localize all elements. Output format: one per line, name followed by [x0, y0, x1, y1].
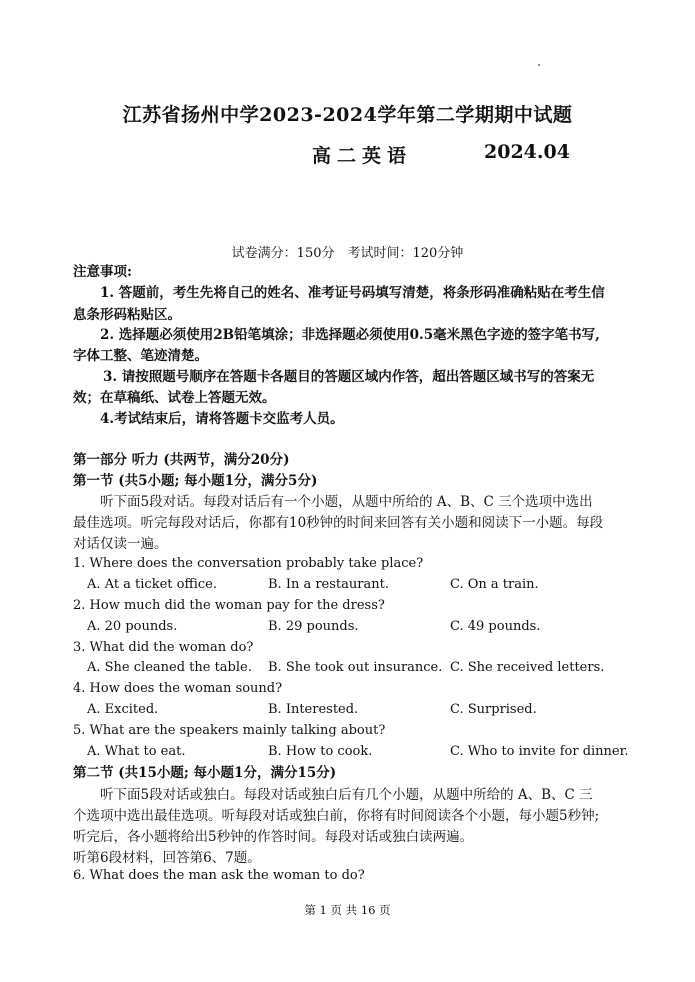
- speck: [538, 64, 540, 66]
- question-2-option-c: C. 49 pounds.: [450, 619, 541, 634]
- notice-item3-line1: 3. 请按照题号顺序在答题卡各题目的答题区域内作答，超出答题区域书写的答案无: [103, 369, 595, 385]
- question-1: 1. Where does the conversation probably take place?: [73, 556, 424, 571]
- question-2: 2. How much did the woman pay for the dress?: [73, 598, 385, 613]
- notice-item1-line1: 1. 答题前，考生先将自己的姓名、准考证号码填写清楚，将条形码准确粘贴在考生信: [100, 285, 605, 301]
- part1-heading: 第一部分 听力 (共两节，满分20分): [73, 452, 290, 468]
- question-3-option-c: C. She received letters.: [450, 660, 605, 675]
- section2-intro-line2: 个选项中选出最佳选项。听每段对话或独白前，你将有时间阅读各个小题，每小题5秒钟;: [73, 808, 600, 824]
- question-1-option-a: A. At a ticket office.: [87, 577, 217, 592]
- question-2-option-b: B. 29 pounds.: [268, 619, 359, 634]
- section2-intro-line1: 听下面5段对话或独白。每段对话或独白后有几个小题，从题中所给的 A、B、C 三: [100, 787, 593, 803]
- notice-item1-line2: 息条形码粘贴区。: [73, 307, 181, 323]
- question-3-option-a: A. She cleaned the table.: [87, 660, 252, 675]
- question-5-option-c: C. Who to invite for dinner.: [450, 744, 629, 759]
- notice-item2-line1: 2. 选择题必须使用2B铅笔填涂；非选择题必须使用0.5毫米黑色字迹的签字笔书写,: [100, 327, 600, 343]
- question-4-option-c: C. Surprised.: [450, 702, 537, 717]
- footer-middle: 页 共: [330, 903, 358, 917]
- exam-title: 江苏省扬州中学2023-2024学年第二学期期中试题: [122, 104, 573, 126]
- question-5: 5. What are the speakers mainly talking about?: [73, 723, 386, 738]
- section1-intro-line3: 对话仅读一遍。: [73, 536, 168, 552]
- question-1-option-c: C. On a train.: [450, 577, 539, 592]
- notice-item3-line2: 效；在草稿纸、试卷上答题无效。: [73, 390, 276, 406]
- exam-date: 2024.04: [484, 141, 570, 163]
- exam-info: 试卷满分：150分 考试时间：120分钟: [231, 246, 464, 261]
- question-3: 3. What did the woman do?: [73, 640, 254, 655]
- footer-prefix: 第: [304, 903, 316, 917]
- footer-suffix: 页: [379, 903, 391, 917]
- page-footer: [0, 902, 695, 918]
- question-5-option-b: B. How to cook.: [268, 744, 373, 759]
- section2-intro-line3: 听完后，各小题将给出5秒钟的作答时间。每段对话或独白读两遍。: [73, 829, 474, 845]
- question-3-option-b: B. She took out insurance.: [268, 660, 443, 675]
- question-4-option-a: A. Excited.: [87, 702, 159, 717]
- question-4: 4. How does the woman sound?: [73, 681, 283, 696]
- footer-page-number: 1: [319, 903, 327, 917]
- section1-intro-line2: 最佳选项。听完每段对话后，你都有10秒钟的时间来回答有关小题和阅读下一小题。每段: [73, 515, 604, 531]
- question-5-option-a: A. What to eat.: [87, 744, 186, 759]
- section2-heading: 第二节 (共15小题; 每小题1分，满分15分): [73, 765, 337, 781]
- section1-heading: 第一节 (共5小题; 每小题1分，满分5分): [73, 473, 318, 489]
- notice-heading: 注意事项:: [73, 264, 132, 280]
- footer-total-pages: 16: [360, 903, 376, 917]
- notice-item2-line2: 字体工整、笔迹清楚。: [73, 348, 208, 364]
- question-4-option-b: B. Interested.: [268, 702, 359, 717]
- material-6-instruction: 听第6段材料，回答第6、7题。: [73, 850, 261, 866]
- question-6: 6. What does the man ask the woman to do?: [73, 868, 365, 883]
- notice-item4: 4.考试结束后，请将答题卡交监考人员。: [100, 411, 344, 427]
- question-1-option-b: B. In a restaurant.: [268, 577, 389, 592]
- section1-intro-line1: 听下面5段对话。每段对话后有一个小题，从题中所给的 A、B、C 三个选项中选出: [100, 494, 593, 510]
- subject-title: 高二英语: [312, 145, 413, 167]
- question-2-option-a: A. 20 pounds.: [87, 619, 178, 634]
